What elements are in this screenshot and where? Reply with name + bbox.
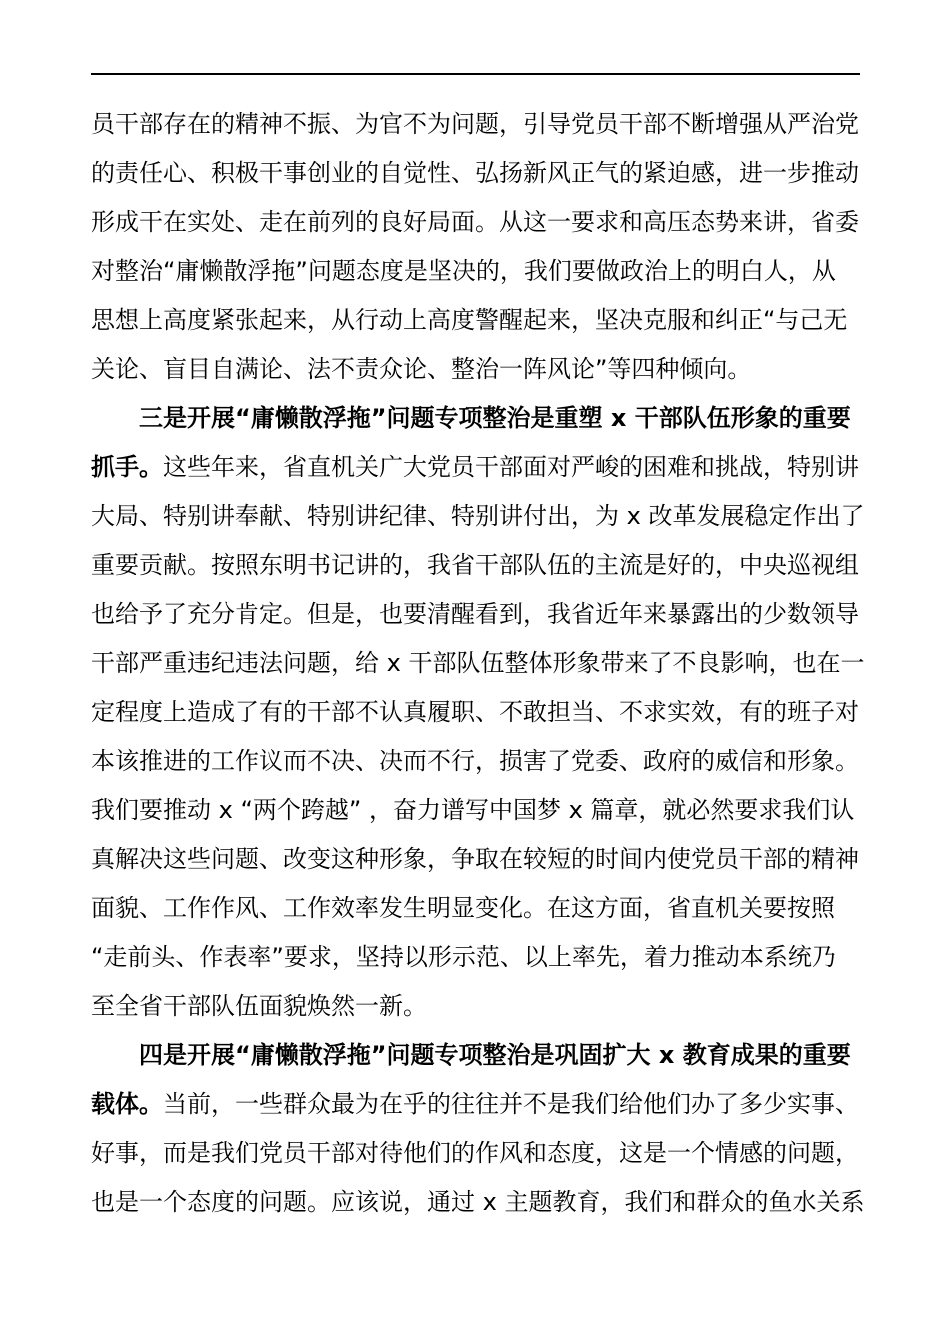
text-line (91, 835, 859, 884)
line-text: 定程度上造成了有的干部不认真履职、不敢担当、不求实效，有的班子对 (91, 698, 859, 726)
text-line (91, 1080, 859, 1129)
line-text: “走前头、作表率”要求，坚持以形示范、以上率先，着力推动本系统乃 (91, 943, 836, 971)
line-text: 这些年来，省直机关广大党员干部面对严峻的困难和挑战，特别讲 (163, 453, 859, 481)
bold-heading: 载体。 (91, 1090, 163, 1118)
line-text: 干部严重违纪违法问题，给 x 干部队伍整体形象带来了不良影响，也在一 (91, 649, 865, 677)
line-text: 员干部存在的精神不振、为官不为问题，引导党员干部不断增强从严治党 (91, 110, 859, 138)
text-line (91, 149, 859, 198)
line-text: 至全省干部队伍面貌焕然一新。 (91, 992, 427, 1020)
header-rule (91, 73, 860, 75)
line-text: 面貌、工作作风、工作效率发生明显变化。在这方面，省直机关要按照 (91, 894, 835, 922)
bold-heading: 四是开展“庸懒散浮拖”问题专项整治是巩固扩大 x 教育成果的重要 (139, 1041, 851, 1069)
line-text: 我们要推动 x “两个跨越” ，奋力谱写中国梦 x 篇章，就必然要求我们认 (91, 796, 855, 824)
line-text: 关论、盲目自满论、法不责众论、整治一阵风论”等四种倾向。 (91, 355, 752, 383)
line-text: 也是一个态度的问题。应该说，通过 x 主题教育，我们和群众的鱼水关系 (91, 1188, 865, 1216)
line-text: 本该推进的工作议而不决、决而不行，损害了党委、政府的威信和形象。 (91, 747, 859, 775)
text-line (91, 933, 836, 982)
text-line (91, 1178, 864, 1227)
line-text: 思想上高度紧张起来，从行动上高度警醒起来，坚决克服和纠正“与己无 (91, 306, 848, 334)
line-text: 重要贡献。按照东明书记讲的，我省干部队伍的主流是好的，中央巡视组 (91, 551, 859, 579)
text-line (91, 786, 854, 835)
text-line (91, 198, 859, 247)
line-text: 好事，而是我们党员干部对待他们的作风和态度，这是一个情感的问题， (91, 1139, 859, 1167)
text-line (91, 884, 835, 933)
text-line (91, 247, 836, 296)
text-line (91, 100, 859, 149)
text-line (91, 688, 859, 737)
text-line (91, 737, 859, 786)
text-line (91, 492, 864, 541)
text-line (139, 1031, 851, 1080)
text-line (91, 982, 427, 1031)
text-line (91, 541, 859, 590)
line-text: 真解决这些问题、改变这种形象，争取在较短的时间内使党员干部的精神 (91, 845, 859, 873)
line-text: 大局、特别讲奉献、特别讲纪律、特别讲付出，为 x 改革发展稳定作出了 (91, 502, 865, 530)
bold-heading: 抓手。 (91, 453, 163, 481)
line-text: 也给予了充分肯定。但是，也要清醒看到，我省近年来暴露出的少数领导 (91, 600, 859, 628)
line-text: 形成干在实处、走在前列的良好局面。从这一要求和高压态势来讲，省委 (91, 208, 859, 236)
line-text: 对整治“庸懒散浮拖”问题态度是坚决的，我们要做政治上的明白人，从 (91, 257, 836, 285)
text-line (91, 443, 859, 492)
text-line (91, 296, 847, 345)
text-line (91, 1129, 859, 1178)
text-line (91, 639, 864, 688)
line-text: 当前，一些群众最为在乎的往往并不是我们给他们办了多少实事、 (163, 1090, 859, 1118)
text-line (139, 394, 851, 443)
bold-heading: 三是开展“庸懒散浮拖”问题专项整治是重塑 x 干部队伍形象的重要 (139, 404, 851, 432)
text-line (91, 590, 859, 639)
text-line (91, 345, 751, 394)
line-text: 的责任心、积极干事创业的自觉性、弘扬新风正气的紧迫感，进一步推动 (91, 159, 859, 187)
